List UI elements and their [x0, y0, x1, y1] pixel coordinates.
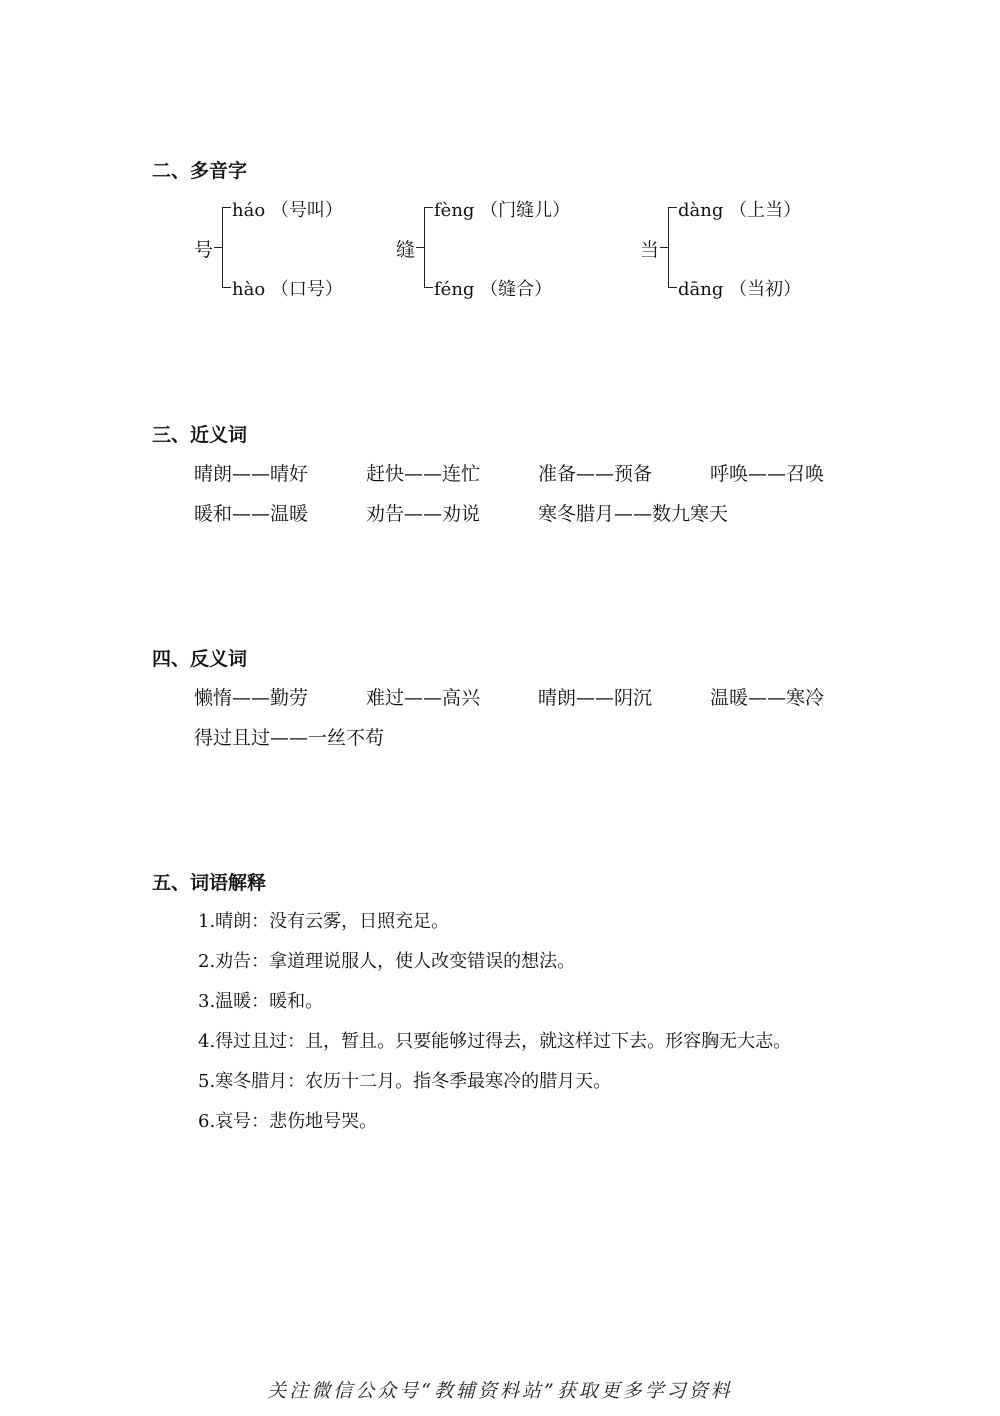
synonym-pair: 寒冬腊月——数九寒天	[538, 503, 729, 525]
heading-synonyms: 三、近义词	[152, 424, 248, 446]
bracket-tick	[416, 247, 424, 248]
synonym-pair: 晴朗——晴好	[194, 463, 309, 485]
bracket-tick	[214, 247, 222, 248]
reading-bottom: dāng （当初）	[678, 279, 802, 300]
polyphonic-character: 当	[640, 239, 660, 261]
reading-top: fèng （门缝儿）	[434, 200, 571, 221]
explanation-item: 4.得过且过：且，暂且。只要能够过得去，就这样过下去。形容胸无大志。	[198, 1031, 792, 1052]
synonym-pair: 劝告——劝说	[366, 503, 481, 525]
explanation-item: 1.晴朗：没有云雾，日照充足。	[198, 911, 450, 932]
reading-bottom: féng （缝合）	[434, 279, 553, 300]
synonym-pair: 暖和——温暖	[194, 503, 309, 525]
polyphonic-character: 号	[194, 239, 214, 261]
reading-top: dàng （上当）	[678, 200, 802, 221]
reading-bottom: hào （口号）	[232, 279, 343, 300]
antonym-pair: 得过且过——一丝不苟	[194, 727, 385, 749]
heading-explanations: 五、词语解释	[152, 872, 267, 894]
synonym-pair: 呼唤——召唤	[710, 463, 825, 485]
explanation-item: 3.温暖：暖和。	[198, 991, 324, 1012]
antonym-pair: 懒惰——勤劳	[194, 687, 309, 709]
bracket-tick	[660, 247, 668, 248]
reading-top: háo （号叫）	[232, 200, 343, 221]
antonym-pair: 温暖——寒冷	[710, 687, 825, 709]
antonym-pair: 晴朗——阴沉	[538, 687, 653, 709]
antonym-pair: 难过——高兴	[366, 687, 481, 709]
synonym-pair: 赶快——连忙	[366, 463, 481, 485]
polyphonic-character: 缝	[396, 239, 416, 261]
synonym-pair: 准备——预备	[538, 463, 653, 485]
explanation-item: 6.哀号：悲伤地号哭。	[198, 1111, 378, 1132]
bracket	[668, 207, 677, 288]
bracket	[424, 207, 433, 288]
heading-antonyms: 四、反义词	[152, 648, 248, 670]
bracket	[222, 207, 231, 288]
explanation-item: 2.劝告：拿道理说服人，使人改变错误的想法。	[198, 951, 576, 972]
heading-polyphonic: 二、多音字	[152, 160, 248, 182]
explanation-item: 5.寒冬腊月：农历十二月。指冬季最寒冷的腊月天。	[198, 1071, 612, 1092]
footer-note: 关注微信公众号“教辅资料站”获取更多学习资料	[267, 1380, 733, 1402]
